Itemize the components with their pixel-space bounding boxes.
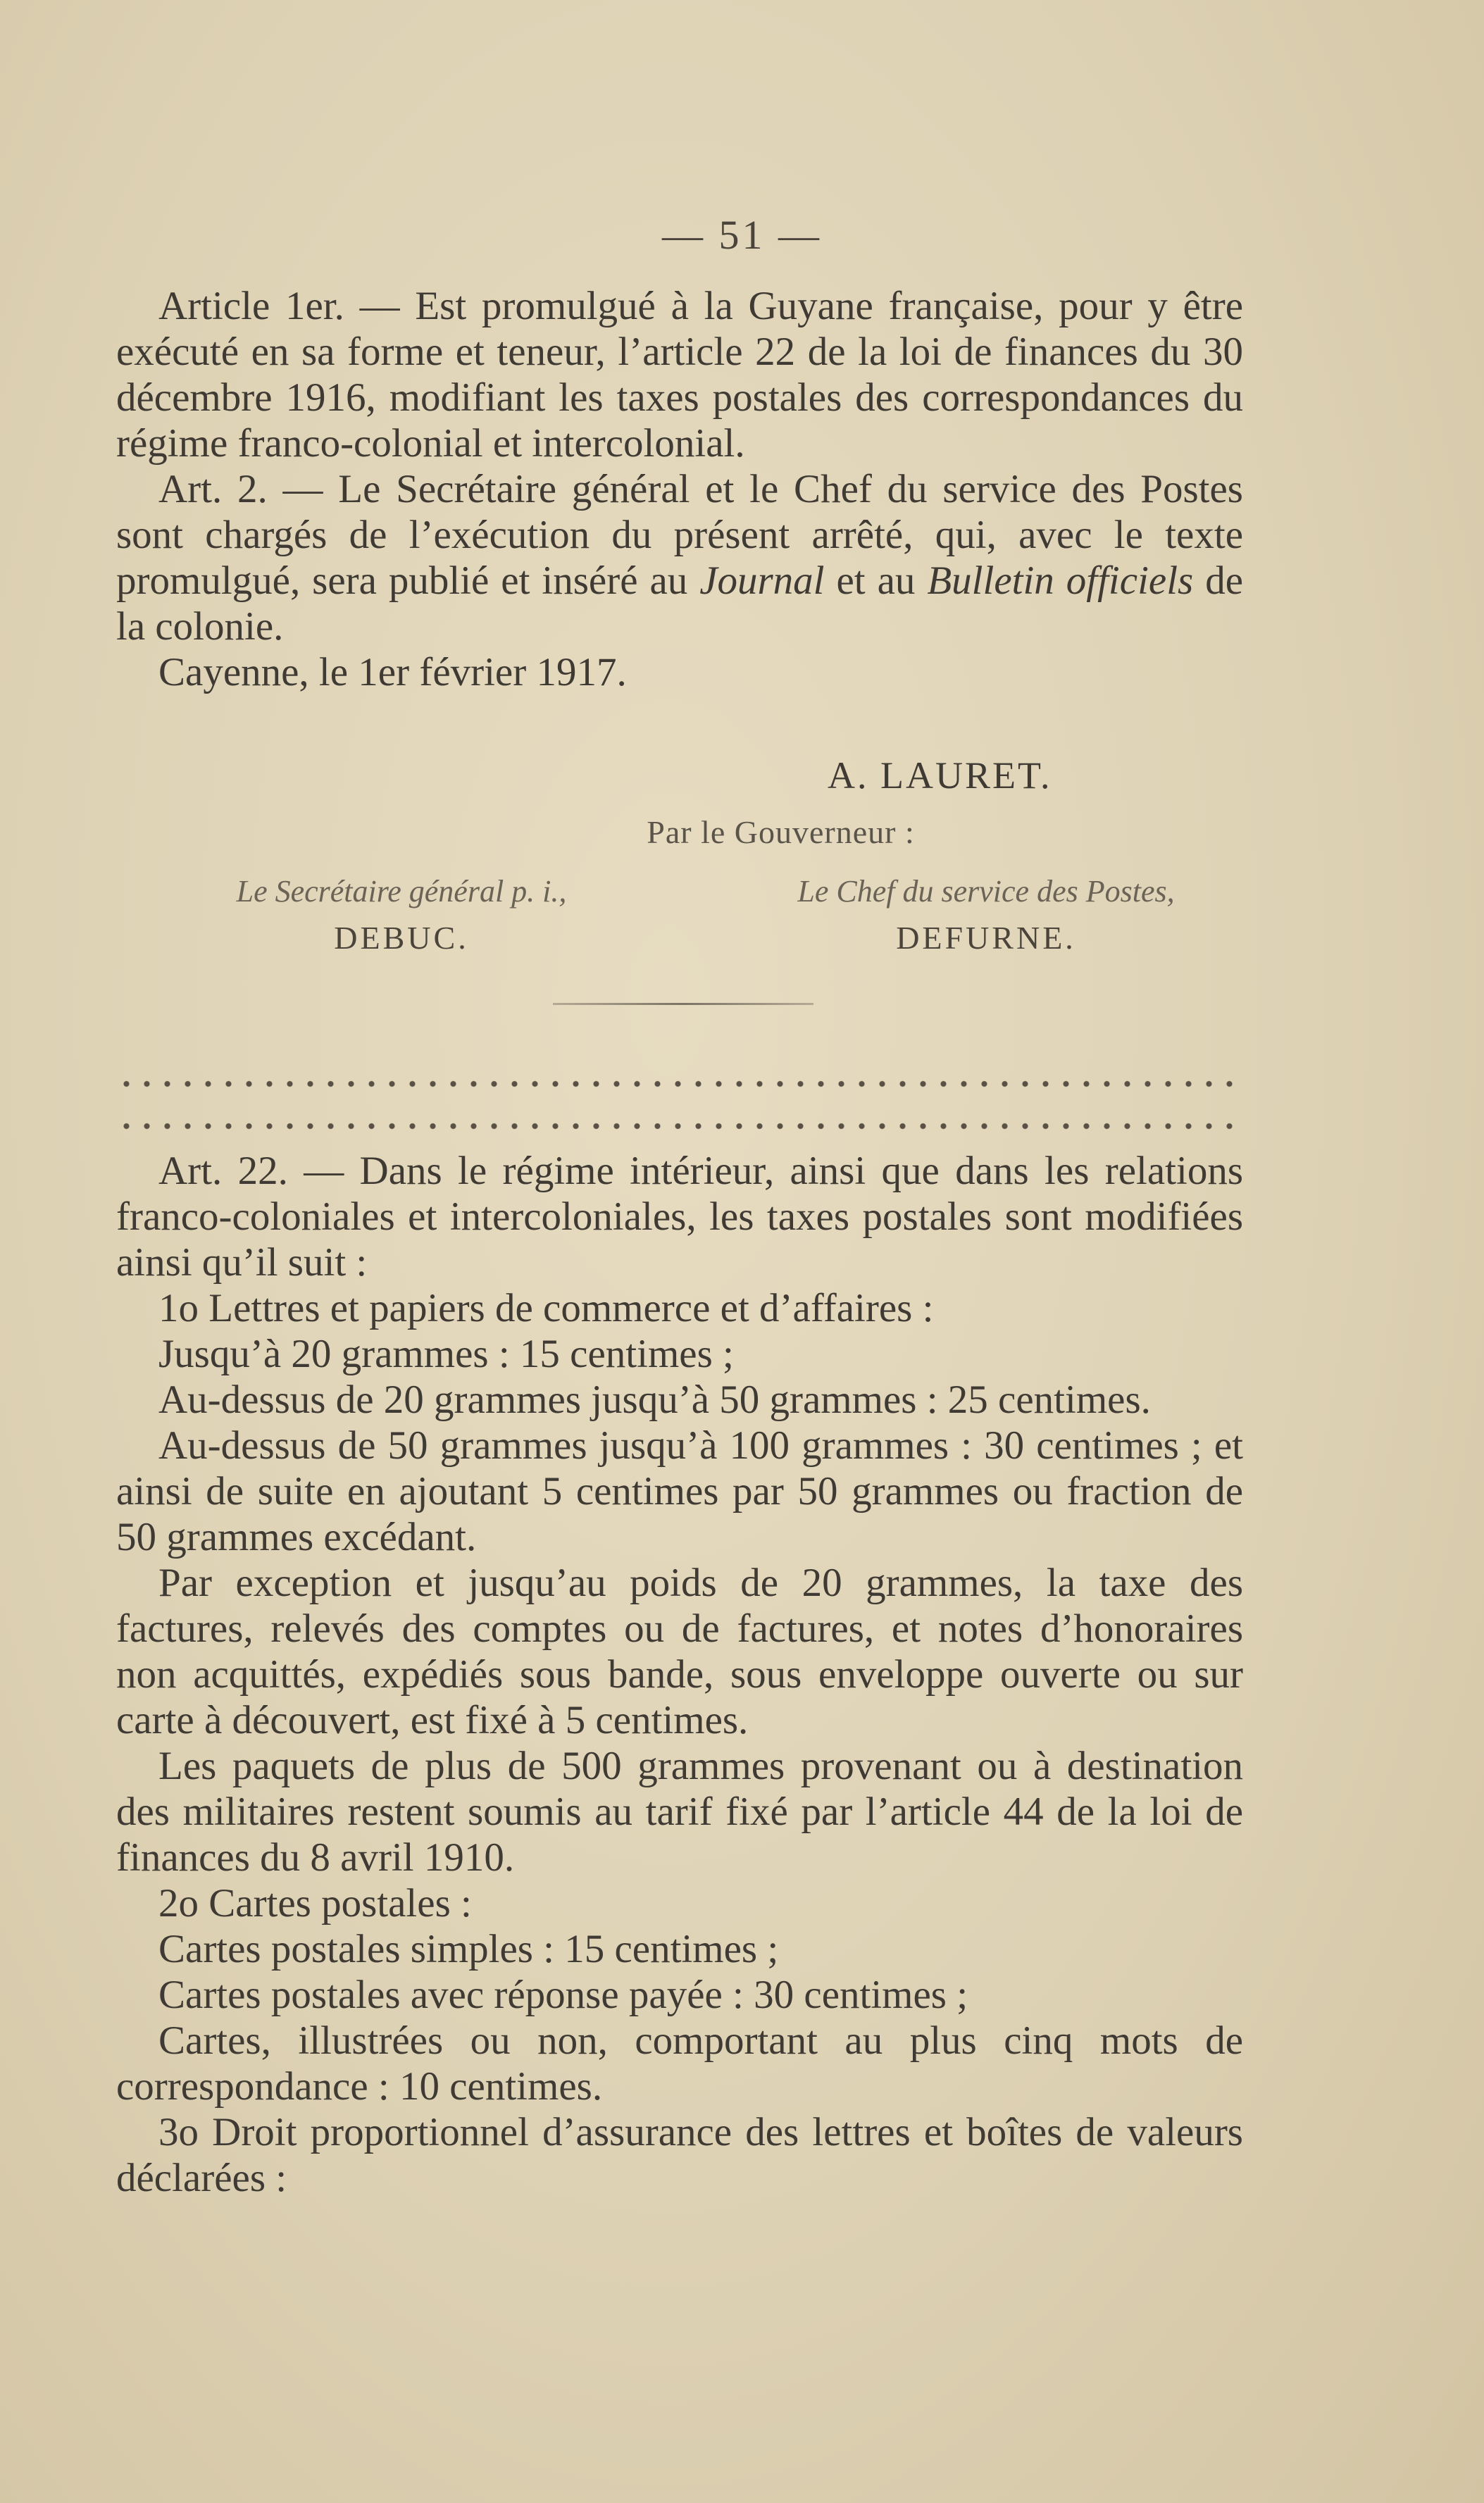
rate-line: Au-dessus de 50 grammes jusqu’à 100 grammes : 30 centimes ; et ainsi de suite en ajoutant 5 centimes par 50 grammes ou fraction de 50 grammes excédant. (116, 1423, 1243, 1559)
rate-line: Cartes postales simples : 15 centimes ; (158, 1927, 779, 1971)
dotted-ellipsis-line (116, 1122, 1243, 1130)
rate-line: Cartes, illustrées ou non, comportant au plus cinq mots de correspondance : 10 centimes. (116, 2018, 1243, 2109)
governor-signature: A. LAURET. (828, 754, 1052, 797)
article-2-text-b: et au (824, 558, 928, 603)
par-le-gouverneur: Par le Gouverneur : (647, 814, 915, 850)
postes-chief-title: Le Chef du service des Postes, (797, 874, 1175, 909)
law-article-text (116, 1148, 1243, 2201)
article-22-intro: Art. 22. — Dans le régime intérieur, ainsi que dans les relations franco-coloniales et intercoloniales, les taxes postales sont modifiées ainsi qu’il suit : (116, 1149, 1243, 1285)
secretary-title: Le Secrétaire général p. i., (236, 874, 567, 909)
rate-line: Jusqu’à 20 grammes : 15 centimes ; (158, 1332, 734, 1376)
article-2-paragraph (116, 466, 1243, 649)
postes-chief-name: DEFURNE. (896, 920, 1076, 956)
dotted-ellipsis-line (116, 1080, 1243, 1088)
insurance-heading: 3o Droit proportionnel d’assurance des lettres et boîtes de valeurs déclarées : (116, 2110, 1243, 2200)
postcards-heading: 2o Cartes postales : (158, 1881, 472, 1925)
rate-line: Cartes postales avec réponse payée : 30 centimes ; (158, 1973, 968, 2017)
secretary-name: DEBUC. (334, 920, 469, 956)
letters-heading: 1o Lettres et papiers de commerce et d’affaires : (158, 1286, 934, 1330)
article-2-text-a: Art. 2. — Le Secrétaire général et le Chef du service des Postes sont chargés de l’exécution du présent arrêté, qui, avec le texte promulgué, sera publié et inséré au (116, 467, 1243, 603)
military-parcels-paragraph: Les paquets de plus de 500 grammes provenant ou à destination des militaires restent soumis au tarif fixé par l’article 44 de la loi de finances du 8 avril 1910. (116, 1744, 1243, 1880)
postes-chief-signature (711, 873, 1261, 956)
secretary-signature (127, 873, 676, 956)
article-1-paragraph: Article 1er. — Est promulgué à la Guyane française, pour y être exécuté en sa forme et teneur, l’article 22 de la loi de finances du 30 décembre 1916, modifiant les taxes postales des correspondances du régime franco-colonial et intercolonial. (116, 284, 1243, 466)
journal-word: Journal (699, 558, 825, 603)
bulletin-officiels: Bulletin officiels (927, 558, 1194, 603)
rate-line: Au-dessus de 20 grammes jusqu’à 50 grammes : 25 centimes. (158, 1378, 1151, 1422)
decree-text (116, 283, 1243, 695)
page-number: — 51 — (662, 212, 822, 258)
article-2-text-c: de la colonie. (116, 558, 1243, 649)
separator-rule (553, 1003, 813, 1005)
exception-paragraph: Par exception et jusqu’au poids de 20 grammes, la taxe des factures, relevés des comptes ou de factures, et notes d’honoraires non acquittés, expédiés sous bande, sous enveloppe ouverte ou sur carte à découvert, est fixé à 5 centimes. (116, 1561, 1243, 1742)
date-line: Cayenne, le 1er février 1917. (158, 650, 627, 694)
